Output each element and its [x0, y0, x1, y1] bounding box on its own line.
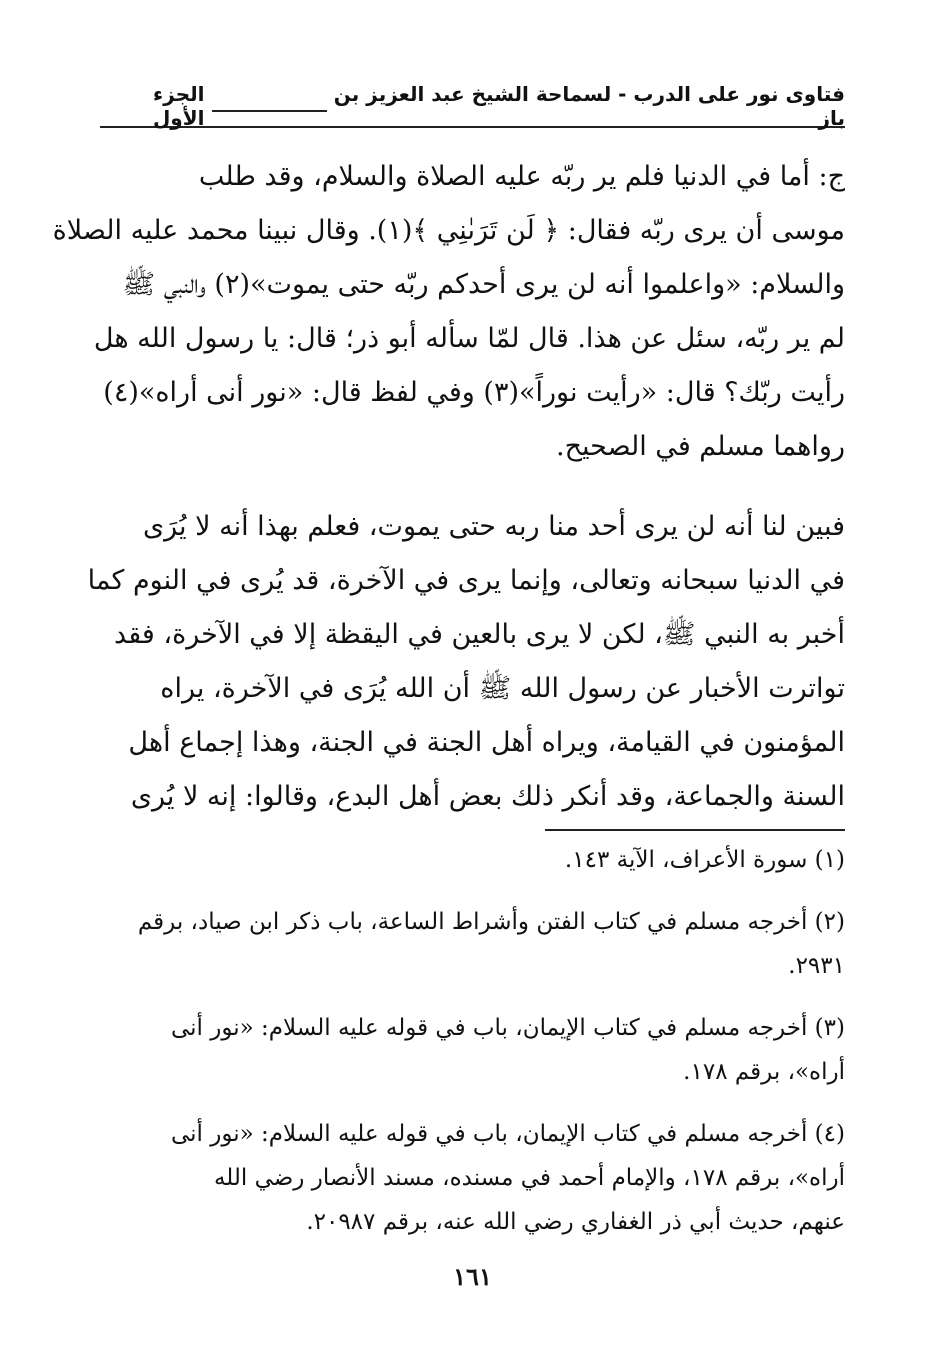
- running-header: [100, 82, 845, 130]
- text-line: المؤمنون في القيامة، ويراه أهل الجنة في الجنة، وهذا إجماع أهل: [128, 727, 845, 758]
- text-line: رواهما مسلم في الصحيح.: [556, 431, 845, 462]
- header-rule: [212, 110, 326, 112]
- text-line: ج: أما في الدنيا فلم ير ربّه عليه الصلاة والسلام، وقد طلب: [198, 161, 845, 192]
- header-part: الجزء الأول: [152, 82, 205, 130]
- text-line: في الدنيا سبحانه وتعالى، وإنما يرى في الآخرة، قد يُرى في النوم كما: [87, 565, 845, 596]
- footnote-line: (٢) أخرجه مسلم في كتاب الفتن وأشراط الساعة، باب ذكر ابن صياد، برقم: [137, 909, 845, 935]
- text-line: موسى أن يرى ربّه فقال: ﴿ لَن تَرَىٰنِي ﴾(١). وقال نبينا محمد عليه الصلاة: [52, 215, 845, 246]
- text-line: لم ير ربّه، سئل عن هذا. قال لمّا سأله أبو ذر؛ قال: يا رسول الله هل: [93, 323, 845, 354]
- text-line: فبين لنا أنه لن يرى أحد منا ربه حتى يموت، فعلم بهذا أنه لا يُرَى: [142, 511, 845, 542]
- footnote-line: عنهم، حديث أبي ذر الغفاري رضي الله عنه، برقم ٢٠٩٨٧.: [306, 1209, 845, 1235]
- footnote-1: [100, 838, 845, 882]
- text-line: والسلام: «واعلموا أنه لن يرى أحدكم ربّه حتى يموت»(٢) والنبي ﷺ: [122, 269, 845, 300]
- paragraph-2: [87, 500, 845, 824]
- footnote-separator: [545, 829, 845, 831]
- header-part-group: [100, 82, 327, 130]
- footnote-line: أراه»، برقم ١٧٨، والإمام أحمد في مسنده، مسند الأنصار رضي الله: [213, 1165, 845, 1191]
- footnotes: [100, 838, 845, 1262]
- text-line: أخبر به النبي ﷺ، لكن لا يرى بالعين في اليقظة إلا في الآخرة، فقد: [114, 619, 845, 650]
- footnote-3: [100, 1006, 845, 1094]
- text-line: رأيت ربّك؟ قال: «رأيت نوراً»(٣) وفي لفظ قال: «نور أنى أراه»(٤): [103, 377, 845, 408]
- page-number: ١٦١: [453, 1262, 492, 1291]
- footnote-line: أراه»، برقم ١٧٨.: [683, 1059, 845, 1085]
- footnote-line: ٢٩٣١.: [788, 953, 845, 979]
- footnote-4: [100, 1112, 845, 1244]
- footnote-2: [100, 900, 845, 988]
- footnote-line: (١) سورة الأعراف، الآية ١٤٣.: [564, 847, 845, 873]
- paragraph-1: [52, 150, 845, 474]
- footnote-line: (٤) أخرجه مسلم في كتاب الإيمان، باب في قوله عليه السلام: «نور أنى: [170, 1121, 845, 1147]
- footnote-line: (٣) أخرجه مسلم في كتاب الإيمان، باب في قوله عليه السلام: «نور أنى: [170, 1015, 845, 1041]
- text-line: السنة والجماعة، وقد أنكر ذلك بعض أهل البدع، وقالوا: إنه لا يُرى: [130, 781, 845, 812]
- text-line: تواترت الأخبار عن رسول الله ﷺ أن الله يُرَى في الآخرة، يراه: [160, 673, 845, 704]
- header-title: فتاوى نور على الدرب - لسماحة الشيخ عبد العزيز بن باز: [333, 82, 845, 130]
